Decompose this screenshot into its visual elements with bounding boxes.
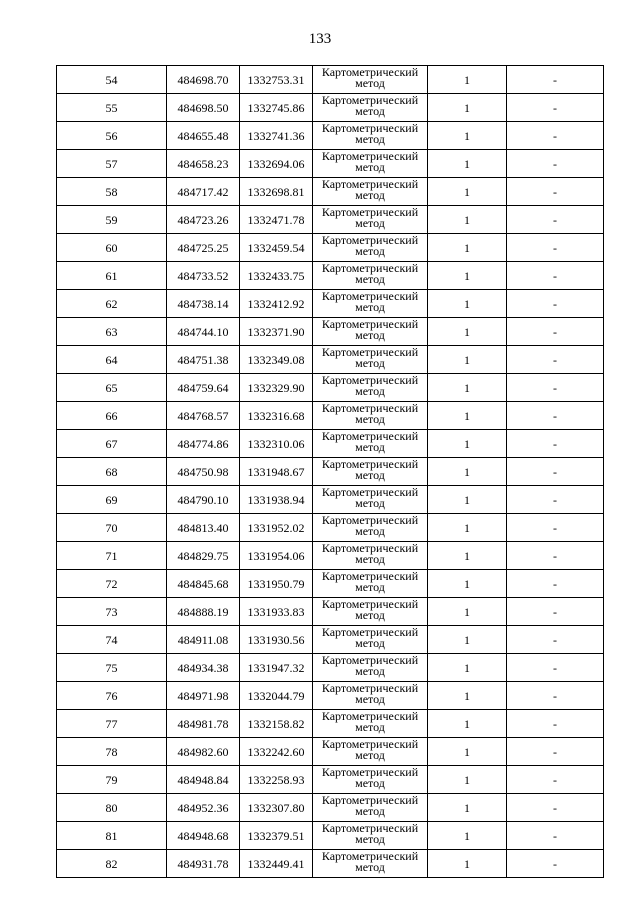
method-text [313, 795, 427, 819]
y-coordinate-cell: 1332753.31 [240, 66, 313, 94]
method-line-2: метод [355, 272, 385, 286]
table-row [57, 458, 604, 486]
x-coordinate-cell: 484733.52 [167, 262, 240, 290]
x-coordinate-cell: 484658.23 [167, 150, 240, 178]
method-cell [313, 402, 428, 430]
description-cell: - [507, 402, 604, 430]
method-line-1: Картометрический [321, 487, 419, 499]
table-row [57, 850, 604, 878]
description-cell: - [507, 318, 604, 346]
method-line-1: Картометрический [321, 711, 419, 723]
x-coordinate-cell: 484698.50 [167, 94, 240, 122]
method-line-1: Картометрический [321, 67, 419, 79]
method-line-1: Картометрический [321, 767, 419, 779]
accuracy-cell: 1 [428, 346, 507, 374]
method-cell [313, 570, 428, 598]
y-coordinate-cell: 1332449.41 [240, 850, 313, 878]
method-text [313, 739, 427, 763]
point-number-cell: 82 [57, 850, 167, 878]
x-coordinate-cell: 484768.57 [167, 402, 240, 430]
accuracy-cell: 1 [428, 290, 507, 318]
method-text [313, 431, 427, 455]
description-cell: - [507, 794, 604, 822]
accuracy-cell: 1 [428, 262, 507, 290]
accuracy-cell: 1 [428, 850, 507, 878]
accuracy-cell: 1 [428, 598, 507, 626]
x-coordinate-cell: 484790.10 [167, 486, 240, 514]
method-line-2: метод [355, 440, 385, 454]
point-number-cell: 58 [57, 178, 167, 206]
y-coordinate-cell: 1331950.79 [240, 570, 313, 598]
table-row [57, 178, 604, 206]
table-row [57, 570, 604, 598]
x-coordinate-cell: 484725.25 [167, 234, 240, 262]
x-coordinate-cell: 484888.19 [167, 598, 240, 626]
method-line-1: Картометрический [321, 291, 419, 303]
description-cell: - [507, 458, 604, 486]
x-coordinate-cell: 484655.48 [167, 122, 240, 150]
y-coordinate-cell: 1332379.51 [240, 822, 313, 850]
method-text [313, 235, 427, 259]
method-line-1: Картометрический [321, 347, 419, 359]
description-cell: - [507, 598, 604, 626]
method-line-1: Картометрический [321, 431, 419, 443]
method-line-2: метод [355, 132, 385, 146]
accuracy-cell: 1 [428, 374, 507, 402]
description-cell: - [507, 122, 604, 150]
point-number-cell: 80 [57, 794, 167, 822]
method-text [313, 851, 427, 875]
accuracy-cell: 1 [428, 458, 507, 486]
method-cell [313, 486, 428, 514]
description-cell: - [507, 822, 604, 850]
coordinates-table [56, 65, 604, 878]
accuracy-cell: 1 [428, 738, 507, 766]
method-text [313, 767, 427, 791]
method-text [313, 711, 427, 735]
method-text [313, 543, 427, 567]
method-line-1: Картометрический [321, 179, 419, 191]
table-row [57, 262, 604, 290]
method-text [313, 655, 427, 679]
y-coordinate-cell: 1332694.06 [240, 150, 313, 178]
y-coordinate-cell: 1331948.67 [240, 458, 313, 486]
y-coordinate-cell: 1332310.06 [240, 430, 313, 458]
point-number-cell: 69 [57, 486, 167, 514]
method-text [313, 487, 427, 511]
table-row [57, 430, 604, 458]
method-line-2: метод [355, 776, 385, 790]
x-coordinate-cell: 484829.75 [167, 542, 240, 570]
description-cell: - [507, 206, 604, 234]
method-cell [313, 514, 428, 542]
point-number-cell: 62 [57, 290, 167, 318]
accuracy-cell: 1 [428, 234, 507, 262]
method-line-1: Картометрический [321, 375, 419, 387]
method-cell [313, 206, 428, 234]
point-number-cell: 79 [57, 766, 167, 794]
method-cell [313, 290, 428, 318]
accuracy-cell: 1 [428, 794, 507, 822]
method-line-2: метод [355, 748, 385, 762]
method-cell [313, 822, 428, 850]
method-cell [313, 710, 428, 738]
description-cell: - [507, 682, 604, 710]
accuracy-cell: 1 [428, 822, 507, 850]
method-line-1: Картометрический [321, 403, 419, 415]
method-line-2: метод [355, 804, 385, 818]
y-coordinate-cell: 1332158.82 [240, 710, 313, 738]
x-coordinate-cell: 484971.98 [167, 682, 240, 710]
x-coordinate-cell: 484952.36 [167, 794, 240, 822]
point-number-cell: 68 [57, 458, 167, 486]
accuracy-cell: 1 [428, 430, 507, 458]
method-line-2: метод [355, 300, 385, 314]
table-row [57, 738, 604, 766]
method-line-2: метод [355, 832, 385, 846]
method-line-2: метод [355, 664, 385, 678]
method-line-2: метод [355, 384, 385, 398]
point-number-cell: 57 [57, 150, 167, 178]
table-row [57, 94, 604, 122]
point-number-cell: 56 [57, 122, 167, 150]
description-cell: - [507, 234, 604, 262]
method-cell [313, 738, 428, 766]
coordinates-table-body [57, 66, 604, 878]
method-line-1: Картометрический [321, 655, 419, 667]
y-coordinate-cell: 1331930.56 [240, 626, 313, 654]
y-coordinate-cell: 1332459.54 [240, 234, 313, 262]
table-row [57, 234, 604, 262]
x-coordinate-cell: 484738.14 [167, 290, 240, 318]
description-cell: - [507, 150, 604, 178]
description-cell: - [507, 66, 604, 94]
table-row [57, 150, 604, 178]
y-coordinate-cell: 1332698.81 [240, 178, 313, 206]
method-text [313, 459, 427, 483]
method-line-2: метод [355, 412, 385, 426]
point-number-cell: 73 [57, 598, 167, 626]
method-cell [313, 542, 428, 570]
accuracy-cell: 1 [428, 626, 507, 654]
method-line-1: Картометрический [321, 319, 419, 331]
description-cell: - [507, 514, 604, 542]
description-cell: - [507, 542, 604, 570]
description-cell: - [507, 486, 604, 514]
point-number-cell: 71 [57, 542, 167, 570]
y-coordinate-cell: 1332741.36 [240, 122, 313, 150]
accuracy-cell: 1 [428, 682, 507, 710]
accuracy-cell: 1 [428, 402, 507, 430]
point-number-cell: 61 [57, 262, 167, 290]
method-text [313, 823, 427, 847]
method-line-2: метод [355, 692, 385, 706]
method-cell [313, 850, 428, 878]
y-coordinate-cell: 1331954.06 [240, 542, 313, 570]
description-cell: - [507, 570, 604, 598]
accuracy-cell: 1 [428, 570, 507, 598]
method-line-2: метод [355, 160, 385, 174]
method-text [313, 151, 427, 175]
method-cell [313, 682, 428, 710]
description-cell: - [507, 654, 604, 682]
point-number-cell: 78 [57, 738, 167, 766]
point-number-cell: 59 [57, 206, 167, 234]
x-coordinate-cell: 484744.10 [167, 318, 240, 346]
point-number-cell: 81 [57, 822, 167, 850]
accuracy-cell: 1 [428, 122, 507, 150]
x-coordinate-cell: 484934.38 [167, 654, 240, 682]
method-text [313, 347, 427, 371]
method-line-1: Картометрический [321, 627, 419, 639]
table-row [57, 66, 604, 94]
method-text [313, 95, 427, 119]
method-text [313, 515, 427, 539]
y-coordinate-cell: 1331947.32 [240, 654, 313, 682]
description-cell: - [507, 766, 604, 794]
method-cell [313, 598, 428, 626]
table-row [57, 346, 604, 374]
accuracy-cell: 1 [428, 318, 507, 346]
method-line-1: Картометрический [321, 571, 419, 583]
description-cell: - [507, 178, 604, 206]
method-line-2: метод [355, 468, 385, 482]
table-row [57, 682, 604, 710]
x-coordinate-cell: 484845.68 [167, 570, 240, 598]
accuracy-cell: 1 [428, 514, 507, 542]
point-number-cell: 65 [57, 374, 167, 402]
point-number-cell: 76 [57, 682, 167, 710]
method-line-1: Картометрический [321, 543, 419, 555]
point-number-cell: 66 [57, 402, 167, 430]
description-cell: - [507, 626, 604, 654]
method-line-1: Картометрический [321, 151, 419, 163]
method-line-1: Картометрический [321, 795, 419, 807]
method-line-1: Картометрический [321, 683, 419, 695]
method-line-2: метод [355, 860, 385, 874]
method-cell [313, 794, 428, 822]
x-coordinate-cell: 484982.60 [167, 738, 240, 766]
accuracy-cell: 1 [428, 486, 507, 514]
method-cell [313, 626, 428, 654]
method-line-2: метод [355, 76, 385, 90]
table-row [57, 290, 604, 318]
method-cell [313, 66, 428, 94]
method-text [313, 683, 427, 707]
point-number-cell: 54 [57, 66, 167, 94]
method-line-1: Картометрический [321, 235, 419, 247]
y-coordinate-cell: 1332242.60 [240, 738, 313, 766]
y-coordinate-cell: 1332371.90 [240, 318, 313, 346]
method-text [313, 571, 427, 595]
method-text [313, 599, 427, 623]
method-line-2: метод [355, 608, 385, 622]
y-coordinate-cell: 1331933.83 [240, 598, 313, 626]
method-cell [313, 430, 428, 458]
method-line-1: Картометрический [321, 599, 419, 611]
table-row [57, 822, 604, 850]
y-coordinate-cell: 1332412.92 [240, 290, 313, 318]
accuracy-cell: 1 [428, 150, 507, 178]
method-text [313, 123, 427, 147]
point-number-cell: 72 [57, 570, 167, 598]
x-coordinate-cell: 484751.38 [167, 346, 240, 374]
point-number-cell: 67 [57, 430, 167, 458]
description-cell: - [507, 374, 604, 402]
method-cell [313, 766, 428, 794]
method-line-2: метод [355, 328, 385, 342]
x-coordinate-cell: 484948.84 [167, 766, 240, 794]
point-number-cell: 70 [57, 514, 167, 542]
method-line-1: Картометрический [321, 459, 419, 471]
method-line-2: метод [355, 524, 385, 538]
table-row [57, 206, 604, 234]
y-coordinate-cell: 1332433.75 [240, 262, 313, 290]
y-coordinate-cell: 1332044.79 [240, 682, 313, 710]
method-cell [313, 318, 428, 346]
table-row [57, 794, 604, 822]
table-row [57, 318, 604, 346]
method-text [313, 291, 427, 315]
method-line-2: метод [355, 720, 385, 734]
description-cell: - [507, 850, 604, 878]
x-coordinate-cell: 484948.68 [167, 822, 240, 850]
accuracy-cell: 1 [428, 178, 507, 206]
x-coordinate-cell: 484981.78 [167, 710, 240, 738]
method-line-1: Картометрический [321, 207, 419, 219]
table-row [57, 626, 604, 654]
description-cell: - [507, 290, 604, 318]
accuracy-cell: 1 [428, 766, 507, 794]
description-cell: - [507, 262, 604, 290]
method-cell [313, 346, 428, 374]
point-number-cell: 77 [57, 710, 167, 738]
method-text [313, 207, 427, 231]
method-line-1: Картометрический [321, 515, 419, 527]
method-line-1: Картометрический [321, 739, 419, 751]
method-line-2: метод [355, 552, 385, 566]
table-row [57, 542, 604, 570]
method-line-1: Картометрический [321, 95, 419, 107]
description-cell: - [507, 710, 604, 738]
method-text [313, 263, 427, 287]
method-cell [313, 178, 428, 206]
table-row [57, 122, 604, 150]
method-cell [313, 262, 428, 290]
y-coordinate-cell: 1332258.93 [240, 766, 313, 794]
y-coordinate-cell: 1332745.86 [240, 94, 313, 122]
table-row [57, 374, 604, 402]
description-cell: - [507, 94, 604, 122]
x-coordinate-cell: 484759.64 [167, 374, 240, 402]
method-text [313, 67, 427, 91]
point-number-cell: 64 [57, 346, 167, 374]
y-coordinate-cell: 1332349.08 [240, 346, 313, 374]
x-coordinate-cell: 484813.40 [167, 514, 240, 542]
method-line-2: метод [355, 216, 385, 230]
y-coordinate-cell: 1332316.68 [240, 402, 313, 430]
y-coordinate-cell: 1332329.90 [240, 374, 313, 402]
x-coordinate-cell: 484723.26 [167, 206, 240, 234]
x-coordinate-cell: 484717.42 [167, 178, 240, 206]
table-row [57, 766, 604, 794]
x-coordinate-cell: 484698.70 [167, 66, 240, 94]
method-cell [313, 94, 428, 122]
method-text [313, 627, 427, 651]
description-cell: - [507, 346, 604, 374]
y-coordinate-cell: 1331938.94 [240, 486, 313, 514]
method-cell [313, 150, 428, 178]
description-cell: - [507, 430, 604, 458]
x-coordinate-cell: 484931.78 [167, 850, 240, 878]
table-row [57, 402, 604, 430]
method-line-2: метод [355, 580, 385, 594]
method-text [313, 375, 427, 399]
method-line-1: Картометрический [321, 123, 419, 135]
method-text [313, 179, 427, 203]
accuracy-cell: 1 [428, 94, 507, 122]
table-row [57, 486, 604, 514]
method-cell [313, 458, 428, 486]
method-cell [313, 122, 428, 150]
method-line-1: Картометрический [321, 823, 419, 835]
method-line-1: Картометрический [321, 263, 419, 275]
method-cell [313, 374, 428, 402]
table-row [57, 654, 604, 682]
page-number: 133 [308, 31, 332, 47]
x-coordinate-cell: 484774.86 [167, 430, 240, 458]
x-coordinate-cell: 484911.08 [167, 626, 240, 654]
method-line-2: метод [355, 496, 385, 510]
accuracy-cell: 1 [428, 206, 507, 234]
accuracy-cell: 1 [428, 66, 507, 94]
point-number-cell: 75 [57, 654, 167, 682]
method-line-2: метод [355, 104, 385, 118]
table-row [57, 514, 604, 542]
description-cell: - [507, 738, 604, 766]
point-number-cell: 74 [57, 626, 167, 654]
point-number-cell: 55 [57, 94, 167, 122]
accuracy-cell: 1 [428, 710, 507, 738]
y-coordinate-cell: 1332471.78 [240, 206, 313, 234]
table-row [57, 710, 604, 738]
y-coordinate-cell: 1331952.02 [240, 514, 313, 542]
point-number-cell: 63 [57, 318, 167, 346]
method-line-2: метод [355, 244, 385, 258]
method-line-2: метод [355, 356, 385, 370]
method-line-1: Картометрический [321, 851, 419, 863]
method-cell [313, 234, 428, 262]
method-line-2: метод [355, 188, 385, 202]
method-cell [313, 654, 428, 682]
point-number-cell: 60 [57, 234, 167, 262]
table-row [57, 598, 604, 626]
method-line-2: метод [355, 636, 385, 650]
x-coordinate-cell: 484750.98 [167, 458, 240, 486]
method-text [313, 319, 427, 343]
method-text [313, 403, 427, 427]
accuracy-cell: 1 [428, 542, 507, 570]
y-coordinate-cell: 1332307.80 [240, 794, 313, 822]
accuracy-cell: 1 [428, 654, 507, 682]
